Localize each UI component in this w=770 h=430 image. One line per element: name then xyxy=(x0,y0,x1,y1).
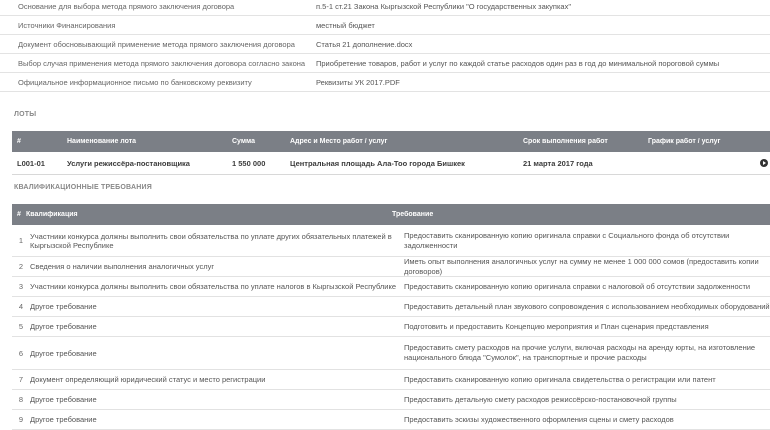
lot-row[interactable] xyxy=(12,152,770,175)
lot-address: Центральная площадь Ала-Тоо города Бишкек xyxy=(290,158,465,168)
requirement-text: Предоставить сканированную копию оригинала свидетельства о регистрации или патент xyxy=(404,374,716,384)
table-row xyxy=(12,317,770,337)
lots-title: ЛОТЫ xyxy=(14,111,37,118)
qualification-text: Другое требование xyxy=(30,415,97,424)
details-table xyxy=(0,0,770,92)
lot-number: L001-01 xyxy=(17,158,45,168)
qualification-text: Участники конкурса должны выполнить свои обязательства по уплате других обязательных платежей в Кыргызской Республике xyxy=(30,231,392,250)
detail-label: Источники Финансирования xyxy=(18,20,116,30)
qual-col-requirement: Требование xyxy=(392,211,434,218)
qualifications-table-body xyxy=(12,225,770,430)
requirement-text: Иметь опыт выполнения аналогичных услуг на сумму не менее 1 000 000 сомов (предоставить копии договоров) xyxy=(404,256,759,276)
row-number: 5 xyxy=(18,322,24,331)
document-link[interactable]: Статья 21 дополнение.docx xyxy=(316,39,413,49)
detail-label: Документ обосновывающий применение метода прямого заключения договора xyxy=(18,39,295,49)
detail-value: местный бюджет xyxy=(316,20,375,30)
bank-letter-link[interactable]: Реквизиты УК 2017.PDF xyxy=(316,77,400,87)
table-row xyxy=(12,370,770,390)
row-number: 9 xyxy=(18,415,24,424)
requirement-text: Предоставить сканированную копию оригинала справки с Социального фонда об отсутствии задолженности xyxy=(404,230,730,250)
table-row xyxy=(12,390,770,410)
qualification-text: Другое требование xyxy=(30,395,97,404)
table-row xyxy=(12,337,770,370)
lots-col-deadline: Срок выполнения работ xyxy=(523,138,608,145)
table-row xyxy=(12,277,770,297)
qualification-text: Документ определяющий юридический статус и место регистрации xyxy=(30,375,266,384)
qualifications-table-header xyxy=(12,204,770,225)
detail-value: Приобретение товаров, работ и услуг по каждой статье расходов один раз в год до минимальной пороговой суммы xyxy=(316,58,720,68)
requirement-text: Предоставить сканированную копию оригинала справки с налоговой об отсутствии задолженности xyxy=(404,281,751,291)
row-number: 3 xyxy=(18,282,24,291)
qual-col-num: # xyxy=(17,211,21,218)
detail-row-bank-letter xyxy=(0,73,770,92)
detail-value: п.5-1 ст.21 Закона Кыргызской Республики "О государственных закупках" xyxy=(316,1,571,11)
requirement-text: Подготовить и предоставить Концепцию мероприятия и План сценария представления xyxy=(404,321,709,331)
row-number: 8 xyxy=(18,395,24,404)
row-number: 1 xyxy=(18,236,24,245)
qual-col-qualification: Квалификация xyxy=(26,211,78,218)
detail-row-funding xyxy=(0,16,770,35)
requirement-text: Предоставить детальный план звукового сопровождения с использованием необходимых оборудований xyxy=(404,301,770,311)
qualification-text: Другое требование xyxy=(30,348,97,358)
table-row xyxy=(12,225,770,257)
requirement-text: Предоставить детальную смету расходов режиссёрско-постановочной группы xyxy=(404,394,677,404)
lots-table-header xyxy=(12,131,770,152)
lots-col-num: # xyxy=(17,138,21,145)
row-number: 6 xyxy=(18,348,24,358)
lots-col-name: Наименование лота xyxy=(67,138,137,145)
detail-label: Выбор случая применения метода прямого заключения договора согласно закона xyxy=(18,58,306,68)
qualification-text: Участники конкурса должны выполнить свои обязательства по уплате налогов в Кыргызской Республике xyxy=(30,282,397,291)
qualification-text: Другое требование xyxy=(30,302,97,311)
lots-col-address: Адрес и Место работ / услуг xyxy=(290,138,388,145)
row-number: 2 xyxy=(18,262,24,271)
lots-col-sum: Сумма xyxy=(232,138,256,145)
qualification-text: Другое требование xyxy=(30,322,97,331)
requirement-text: Предоставить эскизы художественного оформления сцены и смету расходов xyxy=(404,414,674,424)
lot-sum: 1 550 000 xyxy=(232,158,266,168)
qualification-text: Сведения о наличии выполнения аналогичных услуг xyxy=(30,262,215,271)
detail-label: Официальное информационное письмо по банковскому реквизиту xyxy=(18,77,252,87)
detail-row-document xyxy=(0,35,770,54)
lot-name: Услуги режиссёра-постановщика xyxy=(67,158,190,168)
lots-col-schedule: График работ / услуг xyxy=(648,138,721,145)
table-row xyxy=(12,257,770,277)
table-row xyxy=(12,297,770,317)
requirement-text: Предоставить смету расходов на прочие услуги, включая расходы на аренду юрты, на изготовление национального блюда "Сумолок", на транспортные и прочие расходы xyxy=(404,343,756,362)
detail-label: Основание для выбора метода прямого заключения договора xyxy=(18,1,235,11)
row-number: 4 xyxy=(18,302,24,311)
detail-row-basis xyxy=(0,0,770,16)
detail-row-case xyxy=(0,54,770,73)
row-number: 7 xyxy=(18,375,24,384)
expand-lot-icon[interactable] xyxy=(760,159,768,167)
lot-deadline: 21 марта 2017 года xyxy=(523,158,593,168)
qualifications-title: КВАЛИФИКАЦИОННЫЕ ТРЕБОВАНИЯ xyxy=(14,184,152,191)
table-row xyxy=(12,410,770,430)
